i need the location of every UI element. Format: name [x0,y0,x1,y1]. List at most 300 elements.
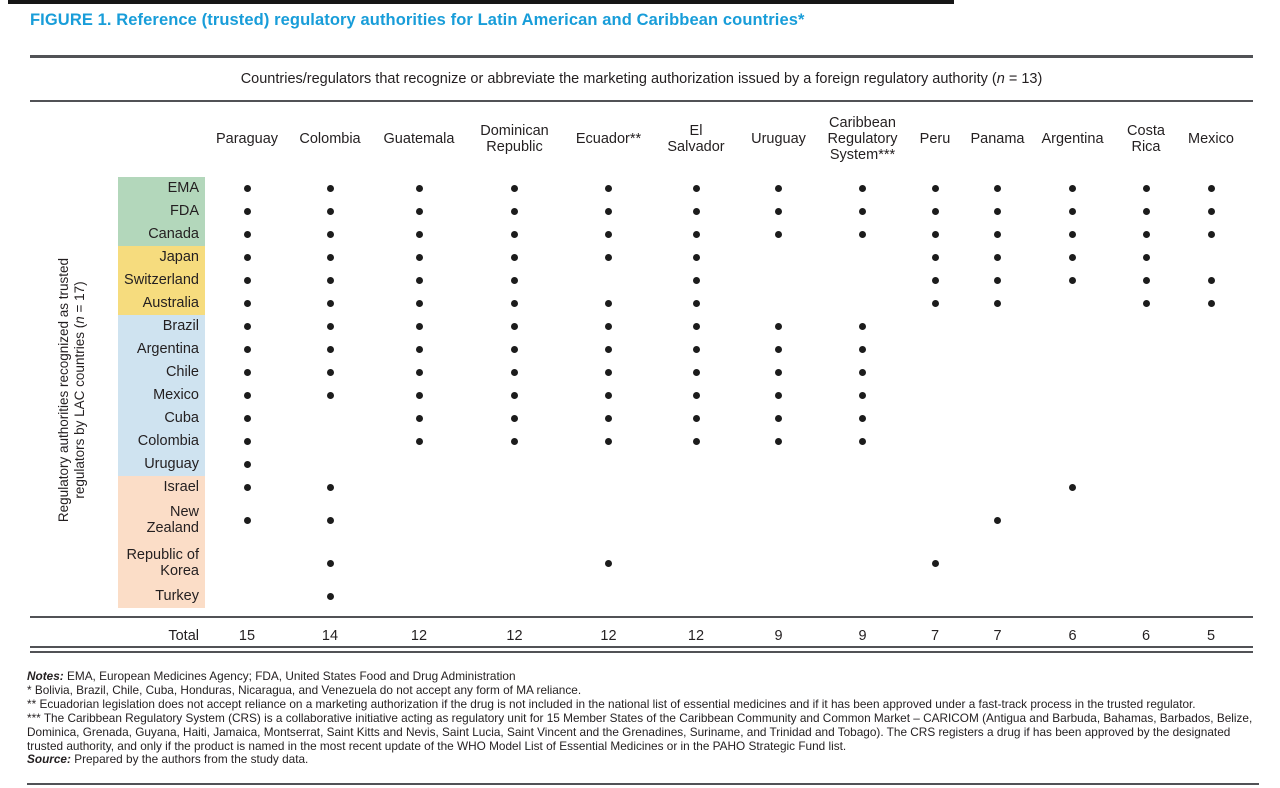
cell-uruguay-panama [965,453,1030,476]
cell-brazil-peru [905,315,965,338]
cell-cuba-panama [965,407,1030,430]
cell-mexico-panama [965,384,1030,407]
dot [244,369,251,376]
dot [605,438,612,445]
cell-colombia-costa-rica [1115,430,1177,453]
dot [511,208,518,215]
total-dominican-republic: 12 [506,628,523,644]
row-label-line: Zealand [146,519,199,536]
cell-australia-panama [965,292,1030,315]
cell-colombia-ecuador [562,430,655,453]
notes-block [27,670,1259,767]
column-header-line: Mexico [1188,131,1234,147]
cell-brazil-caribbean-regulatory-system [820,315,905,338]
cell-colombia-dominican-republic [467,430,562,453]
matrix-row-republic-of-korea [118,542,1245,585]
cell-uruguay-ecuador [562,453,655,476]
total-guatemala: 12 [410,628,428,644]
matrix-row-fda [118,200,1245,223]
dot [775,231,782,238]
cell-israel-paraguay [205,476,289,499]
cell-fda-colombia [289,200,371,223]
dot [416,323,423,330]
total-mexico: 5 [1206,628,1216,644]
cell-colombia-el-salvador [655,430,737,453]
cell-canada-mexico [1177,223,1245,246]
cell-brazil-el-salvador [655,315,737,338]
cell-republic-of-korea-guatemala [371,542,467,585]
total-top-rule [30,616,1253,618]
cell-argentina-el-salvador [655,338,737,361]
dot [1208,300,1215,307]
cell-argentina-mexico [1177,338,1245,361]
cell-australia-costa-rica [1115,292,1177,315]
row-label-new-zealand [118,499,205,542]
column-header-line: Guatemala [383,131,455,147]
cell-australia-mexico [1177,292,1245,315]
cell-turkey-paraguay [205,585,289,608]
cell-argentina-panama [965,338,1030,361]
cell-chile-panama [965,361,1030,384]
column-header-line: Paraguay [215,131,279,147]
dot [994,300,1001,307]
dot [416,369,423,376]
dot [244,438,251,445]
dot [327,346,334,353]
dot [511,254,518,261]
cell-uruguay-uruguay [737,453,820,476]
cell-new-zealand-colombia [289,499,371,542]
cell-fda-costa-rica [1115,200,1177,223]
cell-republic-of-korea-costa-rica [1115,542,1177,585]
dot [1143,208,1150,215]
caption-suffix: = 13) [1004,71,1043,87]
cell-chile-ecuador [562,361,655,384]
row-label-line: Japan [159,248,199,265]
cell-argentina-colombia [289,338,371,361]
row-label-line: Colombia [137,432,199,449]
y-axis-label [56,160,88,620]
row-label-fda [118,200,205,223]
dot [1208,231,1215,238]
cell-ema-paraguay [205,177,289,200]
cell-ema-el-salvador [655,177,737,200]
dot [775,369,782,376]
cell-chile-dominican-republic [467,361,562,384]
cell-turkey-mexico [1177,585,1245,608]
cell-turkey-el-salvador [655,585,737,608]
cell-ema-dominican-republic [467,177,562,200]
cell-chile-uruguay [737,361,820,384]
matrix-row-switzerland [118,269,1245,292]
dot [511,392,518,399]
cell-fda-caribbean-regulatory-system [820,200,905,223]
row-label-chile [118,361,205,384]
dot [693,415,700,422]
dot [859,369,866,376]
dot [511,415,518,422]
cell-ema-costa-rica [1115,177,1177,200]
cell-new-zealand-dominican-republic [467,499,562,542]
cell-cuba-guatemala [371,407,467,430]
notes-label: Notes: [27,669,64,683]
dot [327,231,334,238]
cell-new-zealand-caribbean-regulatory-system [820,499,905,542]
column-header-ecuador [562,131,655,147]
cell-fda-guatemala [371,200,467,223]
cell-brazil-guatemala [371,315,467,338]
dot [327,560,334,567]
cell-brazil-ecuador [562,315,655,338]
row-label-switzerland [118,269,205,292]
cell-turkey-peru [905,585,965,608]
total-peru: 7 [930,628,940,644]
column-header-line: Colombia [299,131,361,147]
cell-argentina-caribbean-regulatory-system [820,338,905,361]
cell-israel-dominican-republic [467,476,562,499]
cell-republic-of-korea-dominican-republic [467,542,562,585]
row-label-uruguay [118,453,205,476]
row-label-line: FDA [170,202,199,219]
cell-argentina-paraguay [205,338,289,361]
cell-brazil-argentina [1030,315,1115,338]
dot [605,415,612,422]
cell-japan-costa-rica [1115,246,1177,269]
total-panama: 7 [993,628,1002,644]
cell-cuba-argentina [1030,407,1115,430]
matrix-row-chile [118,361,1245,384]
cell-uruguay-paraguay [205,453,289,476]
total-colombia: 14 [321,628,339,644]
dot [1069,208,1076,215]
dot [1208,185,1215,192]
cell-uruguay-argentina [1030,453,1115,476]
column-header-peru [905,131,965,147]
cell-brazil-costa-rica [1115,315,1177,338]
cell-turkey-ecuador [562,585,655,608]
cell-brazil-panama [965,315,1030,338]
dot [994,185,1001,192]
cell-argentina-peru [905,338,965,361]
row-label-turkey [118,585,205,608]
dot [327,254,334,261]
cell-colombia-guatemala [371,430,467,453]
dot [327,369,334,376]
cell-switzerland-panama [965,269,1030,292]
dot [932,185,939,192]
matrix-row-argentina [118,338,1245,361]
row-label-republic-of-korea [118,542,205,585]
total-label: Total [168,628,199,644]
dot [416,415,423,422]
cell-japan-panama [965,246,1030,269]
matrix-row-cuba [118,407,1245,430]
column-header-line: Salvador [667,139,725,155]
matrix-row-mexico [118,384,1245,407]
dot [244,300,251,307]
row-label-cuba [118,407,205,430]
cell-uruguay-colombia [289,453,371,476]
row-label-line: Israel [163,478,199,495]
cell-chile-argentina [1030,361,1115,384]
dot [416,208,423,215]
dot [1208,208,1215,215]
cell-brazil-colombia [289,315,371,338]
note-star2: ** Ecuadorian legislation does not accept reliance on a marketing authorization if the drug is not included in the national list of essential medicines and if it has been approved under a fast-track process in the trusted regulator. [27,696,1196,711]
cell-cuba-costa-rica [1115,407,1177,430]
column-header-line: Caribbean [829,115,896,131]
dot [416,254,423,261]
cell-cuba-peru [905,407,965,430]
cell-canada-uruguay [737,223,820,246]
dot [244,346,251,353]
dot [511,346,518,353]
dot [932,277,939,284]
matrix-row-uruguay [118,453,1245,476]
column-header-caribbean-regulatory-system [820,115,905,163]
cell-japan-mexico [1177,246,1245,269]
dot [775,208,782,215]
cell-mexico-ecuador [562,384,655,407]
cell-switzerland-guatemala [371,269,467,292]
cell-mexico-costa-rica [1115,384,1177,407]
cell-mexico-caribbean-regulatory-system [820,384,905,407]
figure-title: FIGURE 1. Reference (trusted) regulatory authorities for Latin American and Caribbean countries* [30,11,805,29]
dot [327,185,334,192]
cell-colombia-colombia [289,430,371,453]
cell-switzerland-uruguay [737,269,820,292]
cell-new-zealand-panama [965,499,1030,542]
dot [416,392,423,399]
dot [775,438,782,445]
dot [859,185,866,192]
column-header-line: El [689,123,703,139]
cell-new-zealand-uruguay [737,499,820,542]
dot [244,517,251,524]
cell-chile-guatemala [371,361,467,384]
cell-chile-colombia [289,361,371,384]
dot [994,517,1001,524]
table-caption [30,71,1253,87]
row-label-line: Mexico [153,386,199,403]
dot [605,300,612,307]
dot [416,231,423,238]
cell-turkey-guatemala [371,585,467,608]
dot [416,346,423,353]
cell-uruguay-caribbean-regulatory-system [820,453,905,476]
cell-brazil-uruguay [737,315,820,338]
cell-new-zealand-costa-rica [1115,499,1177,542]
column-header-line: Argentina [1041,131,1104,147]
dot [994,231,1001,238]
cell-republic-of-korea-panama [965,542,1030,585]
dot [859,438,866,445]
cell-argentina-uruguay [737,338,820,361]
cell-chile-mexico [1177,361,1245,384]
cell-ema-panama [965,177,1030,200]
cell-israel-colombia [289,476,371,499]
dot [1143,300,1150,307]
row-label-line: Cuba [164,409,199,426]
cell-canada-panama [965,223,1030,246]
dot [605,185,612,192]
cell-israel-uruguay [737,476,820,499]
dot [511,323,518,330]
source-label: Source: [27,752,71,767]
cell-israel-ecuador [562,476,655,499]
dot [859,415,866,422]
dot [327,300,334,307]
dot [1143,254,1150,261]
cell-israel-el-salvador [655,476,737,499]
cell-uruguay-el-salvador [655,453,737,476]
total-uruguay: 9 [774,628,783,644]
cell-switzerland-colombia [289,269,371,292]
row-label-line: Chile [165,363,199,380]
cell-canada-dominican-republic [467,223,562,246]
dot [693,438,700,445]
dot [1143,231,1150,238]
dot [994,277,1001,284]
cell-fda-paraguay [205,200,289,223]
caption-n: n [996,71,1005,87]
dot [327,392,334,399]
total-paraguay: 15 [238,628,256,644]
cell-switzerland-el-salvador [655,269,737,292]
matrix-row-canada [118,223,1245,246]
cell-mexico-uruguay [737,384,820,407]
dot [605,254,612,261]
cell-colombia-panama [965,430,1030,453]
cell-cuba-colombia [289,407,371,430]
cell-canada-colombia [289,223,371,246]
dot [859,346,866,353]
cell-fda-mexico [1177,200,1245,223]
dot [511,185,518,192]
cell-chile-el-salvador [655,361,737,384]
column-header-costa-rica [1115,123,1177,155]
dot [605,369,612,376]
dot [511,231,518,238]
cell-colombia-mexico [1177,430,1245,453]
cell-cuba-caribbean-regulatory-system [820,407,905,430]
row-label-line: Uruguay [144,455,199,472]
y-axis-line1: Regulatory authorities recognized as trusted [56,257,71,523]
column-header-guatemala [371,131,467,147]
cell-republic-of-korea-ecuador [562,542,655,585]
cell-israel-mexico [1177,476,1245,499]
cell-israel-panama [965,476,1030,499]
cell-republic-of-korea-colombia [289,542,371,585]
dot [327,484,334,491]
cell-cuba-uruguay [737,407,820,430]
row-label-australia [118,292,205,315]
matrix-row-ema [118,177,1245,200]
note-star3: *** The Caribbean Regulatory System (CRS) is a collaborative initiative acting as regulatory unit for 15 Member States of the Caribbean Community and Common Market – CARICOM (Antigua and Barbuda, Bahamas, Barbados, Belize, Dominica, Grenada, Guyana, Haiti, Jamaica, Montserrat, Saint Kitts and Nevis, Saint Lucia, Saint Vincent and the Grenadines, Suriname, and Trinidad and Tobago). The CRS registers a drug if has been approved by the designated trusted authority, and only if the product is named in the most recent update of the WHO Model List of Essential Medicines or in the PAHO Strategic Fund list. [27,710,1253,753]
dot [693,323,700,330]
cell-ema-peru [905,177,965,200]
total-ecuador: 12 [600,628,617,644]
row-label-line: Canada [148,225,199,242]
cell-switzerland-ecuador [562,269,655,292]
column-header-el-salvador [655,123,737,155]
top-rule [30,55,1253,58]
dot [244,484,251,491]
column-header-line: Dominican [480,123,549,139]
row-label-argentina [118,338,205,361]
cell-brazil-paraguay [205,315,289,338]
cell-uruguay-dominican-republic [467,453,562,476]
cell-brazil-dominican-republic [467,315,562,338]
dot [693,300,700,307]
dot [1069,484,1076,491]
cell-fda-uruguay [737,200,820,223]
cell-switzerland-peru [905,269,965,292]
cell-australia-colombia [289,292,371,315]
cell-new-zealand-mexico [1177,499,1245,542]
cell-argentina-argentina [1030,338,1115,361]
dot [859,323,866,330]
header-rule [30,100,1253,102]
dot [932,231,939,238]
row-label-line: Republic of [126,547,199,563]
cell-japan-uruguay [737,246,820,269]
row-label-line: Argentina [136,340,199,357]
cell-fda-dominican-republic [467,200,562,223]
cell-new-zealand-peru [905,499,965,542]
cell-canada-guatemala [371,223,467,246]
cell-colombia-caribbean-regulatory-system [820,430,905,453]
cell-fda-argentina [1030,200,1115,223]
cell-uruguay-mexico [1177,453,1245,476]
caption-text: Countries/regulators that recognize or abbreviate the marketing authorization issued by a foreign regulatory authority ( [240,71,997,87]
cell-new-zealand-paraguay [205,499,289,542]
bottom-rule [27,783,1259,785]
cell-new-zealand-guatemala [371,499,467,542]
cell-mexico-colombia [289,384,371,407]
cell-australia-dominican-republic [467,292,562,315]
dot [511,277,518,284]
cell-argentina-guatemala [371,338,467,361]
cell-israel-peru [905,476,965,499]
cell-mexico-peru [905,384,965,407]
total-row [118,625,1245,647]
row-label-ema [118,177,205,200]
notes-line: Notes: EMA, European Medicines Agency; FDA, United States Food and Drug Administration [27,669,516,683]
row-label-brazil [118,315,205,338]
cell-mexico-guatemala [371,384,467,407]
cell-republic-of-korea-caribbean-regulatory-system [820,542,905,585]
cell-argentina-dominican-republic [467,338,562,361]
dot [1069,254,1076,261]
dot [605,392,612,399]
cell-australia-argentina [1030,292,1115,315]
column-header-line: Rica [1131,139,1161,155]
row-label-israel [118,476,205,499]
column-header-argentina [1030,131,1115,147]
cell-cuba-paraguay [205,407,289,430]
dot [605,323,612,330]
column-header-colombia [289,131,371,147]
dot [932,300,939,307]
column-header-line: Ecuador** [575,131,642,147]
row-label-line: Turkey [155,587,199,604]
dot [693,231,700,238]
dot [932,254,939,261]
dot [416,277,423,284]
cell-canada-paraguay [205,223,289,246]
dot [244,208,251,215]
